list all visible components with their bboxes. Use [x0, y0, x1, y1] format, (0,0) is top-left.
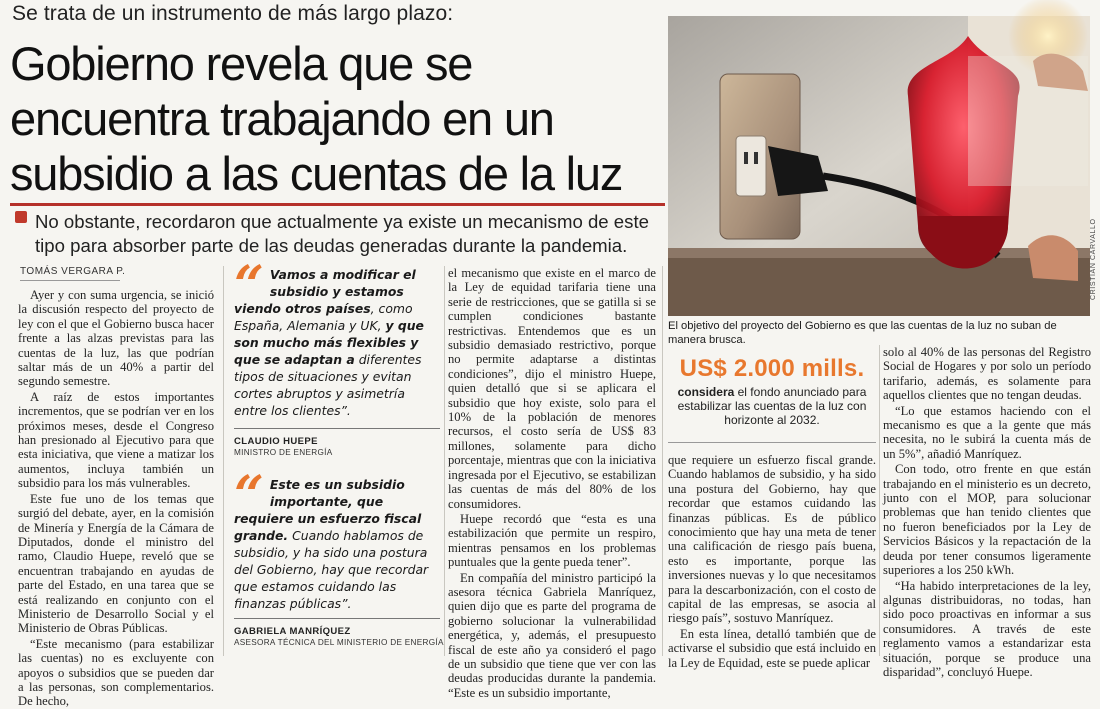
quote-bold-text: Vamos a modificar el subsidio y estamos viendo otros países [234, 267, 416, 316]
quote-mark-icon: “ [234, 255, 264, 316]
byline: TOMÁS VERGARA P. [20, 266, 126, 277]
body-column-5 [883, 345, 1091, 679]
factbox-rule [668, 442, 876, 443]
photo-caption: El objetivo del proyecto del Gobierno es que las cuentas de la luz no suban de manera brusca. [668, 320, 1057, 346]
factbox-text [668, 385, 876, 427]
paragraph: el mecanismo que existe en el marco de la Ley de equidad tarifaria tiene una serie de restricciones, que se gatilla si se cumplen condiciones bastante restrictivas. Entendemos que es un subsidio demasiado restrictivo, porque no permite adaptarse a distintas condiciones”, dijo el ministro Huepe, quien detalló que si se aplicara el subsidio que hoy existe, solo para el 10% de la población de menores recursos, el costo sería de US$ 83 millones, solamente para dicho porcentaje, mientras que con la iniciativa ingresada por el Ejecutivo, se estabilizan las cuentas de más del 80% de los consumidores. [448, 266, 656, 511]
deck-bullet-icon [15, 211, 27, 223]
paragraph: En compañía del ministro participó la asesora técnica Gabriela Manríquez, quien dijo que es parte del programa de gobierno solucionar la vulnerabilidad energética, y, además, el presupuesto fiscal de este año ya consideró el pago de un subsidio que tiene que ver con las deudas producidas durante la pandemia. “Este es un subsidio importante, [448, 570, 656, 700]
paragraph: “Lo que estamos haciendo con el mecanismo es que a la gente que más necesita, no le subirá la cuenta más de un 5%”, añadió Manríquez. [883, 403, 1091, 461]
factbox-lead: considera [677, 385, 735, 399]
quote-text: diferentes tipos de situaciones y evitan cortes abruptos y asimetría entre los clientes”. [234, 352, 422, 418]
paragraph: “Ha habido interpretaciones de la ley, algunas distribuidoras, no todas, han sido poco proactivas en informar a sus consumidores. A través de este reglamento vamos a estandarizar esta situación, porque se produce una disparidad”, concluyó Huepe. [883, 578, 1091, 679]
paragraph: “Este mecanismo (para estabilizar las cuentas) no es excluyente con apoyos o subsidios que se pueden dar a las personas, son complementarios. De hecho, [18, 636, 214, 709]
factbox-figure: US$ 2.000 mills. [679, 355, 865, 382]
quote-rule [234, 428, 440, 429]
quote-text: Cuando hablamos de subsidio, y ha sido una postura del Gobierno, hay que recordar que estamos cuidando las finanzas públicas”. [234, 528, 429, 611]
quote-rule [234, 618, 440, 619]
paragraph: Con todo, otro frente en que están trabajando en el ministerio es un decreto, junto con el MOP, para solucionar problemas que han tenido clientes que no fueron beneficiados por la Ley de Servicios Básicos y la repactación de la deuda por tener consumos ligeramente superiores a los 250 kWh. [883, 462, 1091, 578]
body-column-1 [18, 288, 214, 709]
byline-rule [20, 280, 120, 281]
quote-mark-icon: “ [234, 465, 264, 526]
article-photo [668, 16, 1090, 316]
paragraph: que requiere un esfuerzo fiscal grande. Cuando hablamos de subsidio, y ha sido una postura del Gobierno, hay que recordar que estamos cuidando las finanzas públicas. Es de público conocimiento que hay una meta de tener una calificación de riesgo país buena, esto es importante, porque las inversiones nuevas y lo que necesitamos para la descarbonización, con el costo de capital de las empresas, se asocia al riesgo país”, sostuvo Manríquez. [668, 453, 876, 626]
column-separator [879, 345, 880, 656]
body-column-4 [668, 453, 876, 670]
pull-quote-huepe [234, 255, 440, 419]
article-deck: No obstante, recordaron que actualmente ya existe un mecanismo de este tipo para absorber parte de las deudas generadas durante la pandemia. [35, 211, 649, 256]
paragraph: Huepe recordó que “esta es una estabilización que permite un respiro, mientras pensamos en los problemas puntuales que la gente pueda tener”. [448, 511, 656, 570]
paragraph: A raíz de estos importantes incrementos, que se podrían ver en los próximos meses, desde el Congreso han presionado al Ejecutivo para que esta iniciativa, que viene a matizar los aumentos, incluya también un subsidio para los más vulnerables. [18, 389, 214, 491]
factbox-body: el fondo anunciado para estabilizar las cuentas de la luz con horizonte al 2032. [677, 385, 867, 427]
paragraph: Ayer y con suma urgencia, se inició la discusión respecto del proyecto de ley con el que el Gobierno busca hacer frente a las alzas previstas para las cuentas de la luz, las que podrían saltar más de un 40% a partir del segundo semestre. [18, 288, 214, 389]
factbox [668, 356, 876, 427]
deck-divider [10, 203, 665, 206]
body-column-3 [448, 266, 656, 700]
article-headline: Gobierno revela que se encuentra trabajando en un subsidio a las cuentas de la luz [10, 37, 623, 200]
quote-author-role: MINISTRO DE ENERGÍA [234, 448, 333, 457]
photo-credit: CRISTIAN CARVALLO [1090, 218, 1097, 300]
paragraph: Este fue uno de los temas que surgió del debate, ayer, en la comisión de Minería y Energía de la Cámara de Diputados, donde el ministro del ramo, Claudio Huepe, reveló que se encuentran trabajando en ayudas de parte del Estado, en una tarea que se está realizando en conjunto con el Ministerio de Desarrollo Social y el Ministerio de Obras Públicas. [18, 491, 214, 636]
paragraph: En esta línea, detalló también que de activarse el subsidio que está incluido en la Ley de Equidad, este se puede aplicar [668, 626, 876, 670]
quote-author-name: GABRIELA MANRÍQUEZ [234, 626, 351, 637]
column-separator [223, 266, 224, 656]
paragraph: solo al 40% de las personas del Registro Social de Hogares y por solo un período tarifario, además, es solamente para aquellos clientes que no tengan deudas. [883, 345, 1091, 403]
quote-author-name: CLAUDIO HUEPE [234, 436, 318, 447]
plug-photo-illustration [668, 16, 1090, 316]
column-separator [444, 266, 445, 656]
article-kicker: Se trata de un instrumento de más largo plazo: [12, 2, 454, 25]
quote-bold-text: y que son mucho más flexibles y que se adaptan a [234, 318, 424, 367]
pull-quote-manriquez [234, 465, 440, 612]
column-separator [662, 266, 663, 656]
quote-author-role: ASESORA TÉCNICA DEL MINISTERIO DE ENERGÍA [234, 638, 444, 647]
quote-bold-text: Este es un subsidio importante, que requiere un esfuerzo fiscal grande. [234, 477, 422, 543]
quote-text: , como España, Alemania y UK, [234, 301, 413, 333]
